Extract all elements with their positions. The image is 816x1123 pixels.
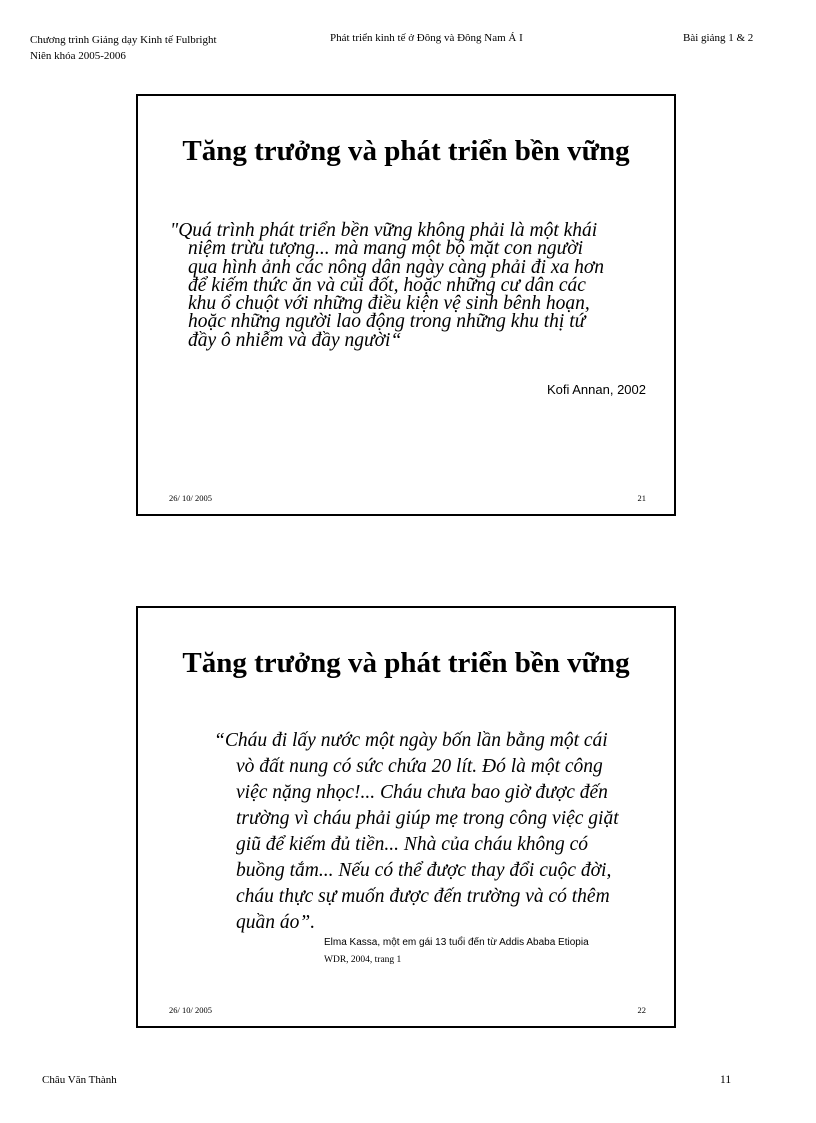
- quote-line: vò đất nung có sức chứa 20 lít. Đó là một công: [236, 756, 603, 777]
- author-name: Châu Văn Thành: [42, 1074, 117, 1086]
- quote-line: trường vì cháu phải giúp mẹ trong công việc giặt: [236, 808, 619, 829]
- quote-line: cháu thực sự muốn được đến trường và có thêm: [236, 886, 610, 907]
- slide-date: 26/ 10/ 2005: [169, 493, 212, 503]
- lecture-label: Bài giảng 1 & 2: [683, 32, 754, 44]
- academic-year: Niên khóa 2005-2006: [30, 50, 126, 62]
- quote-attribution: Elma Kassa, một em gái 13 tuổi đến từ Addis Ababa Etiopia: [324, 937, 589, 948]
- slide-quote: [214, 728, 619, 936]
- quote-line: buồng tắm... Nếu có thể được thay đổi cuộc đời,: [236, 860, 612, 881]
- quote-line: việc nặng nhọc!... Cháu chưa bao giờ được đến: [236, 782, 608, 803]
- slide-date: 26/ 10/ 2005: [169, 1005, 212, 1015]
- program-name: Chương trình Giảng dạy Kinh tế Fulbright: [30, 34, 217, 46]
- quote-line: đầy ô nhiễm và đầy người“: [188, 329, 402, 351]
- slide-number: 22: [637, 1005, 646, 1015]
- quote-line: khu ổ chuột với những điều kiện vệ sinh bênh hoạn,: [188, 293, 590, 315]
- quote-line: hoặc những người lao động trong những khu thị tứ: [188, 311, 586, 333]
- page-number: 11: [720, 1074, 732, 1086]
- slide-title: Tăng trưởng và phát triển bền vững: [182, 135, 630, 167]
- quote-line: “Cháu đi lấy nước một ngày bốn lần bằng một cái: [214, 730, 608, 751]
- quote-line: qua hình ảnh các nông dân ngày càng phải đi xa hơn: [188, 256, 605, 278]
- quote-line: "Quá trình phát triển bền vững không phải là một khái: [170, 220, 598, 241]
- header-left: [30, 32, 217, 64]
- quote-line: để kiếm thức ăn và củi đốt, hoặc những cư dân các: [188, 274, 586, 296]
- slide-21: [136, 94, 676, 516]
- slide-22: [136, 606, 676, 1028]
- slide-title: Tăng trưởng và phát triển bền vững: [182, 647, 630, 679]
- quote-attribution: Kofi Annan, 2002: [546, 382, 646, 397]
- quote-line: giũ để kiếm đủ tiền... Nhà của cháu không có: [236, 834, 588, 855]
- quote-line: quần áo”.: [236, 912, 316, 933]
- slide-quote: [170, 222, 604, 350]
- quote-line: niệm trừu tượng... mà mang một bộ mặt con người: [188, 238, 584, 260]
- course-title: Phát triển kinh tế ở Đông và Đông Nam Á I: [330, 32, 523, 44]
- quote-source: WDR, 2004, trang 1: [324, 955, 402, 965]
- slide-number: 21: [637, 493, 646, 503]
